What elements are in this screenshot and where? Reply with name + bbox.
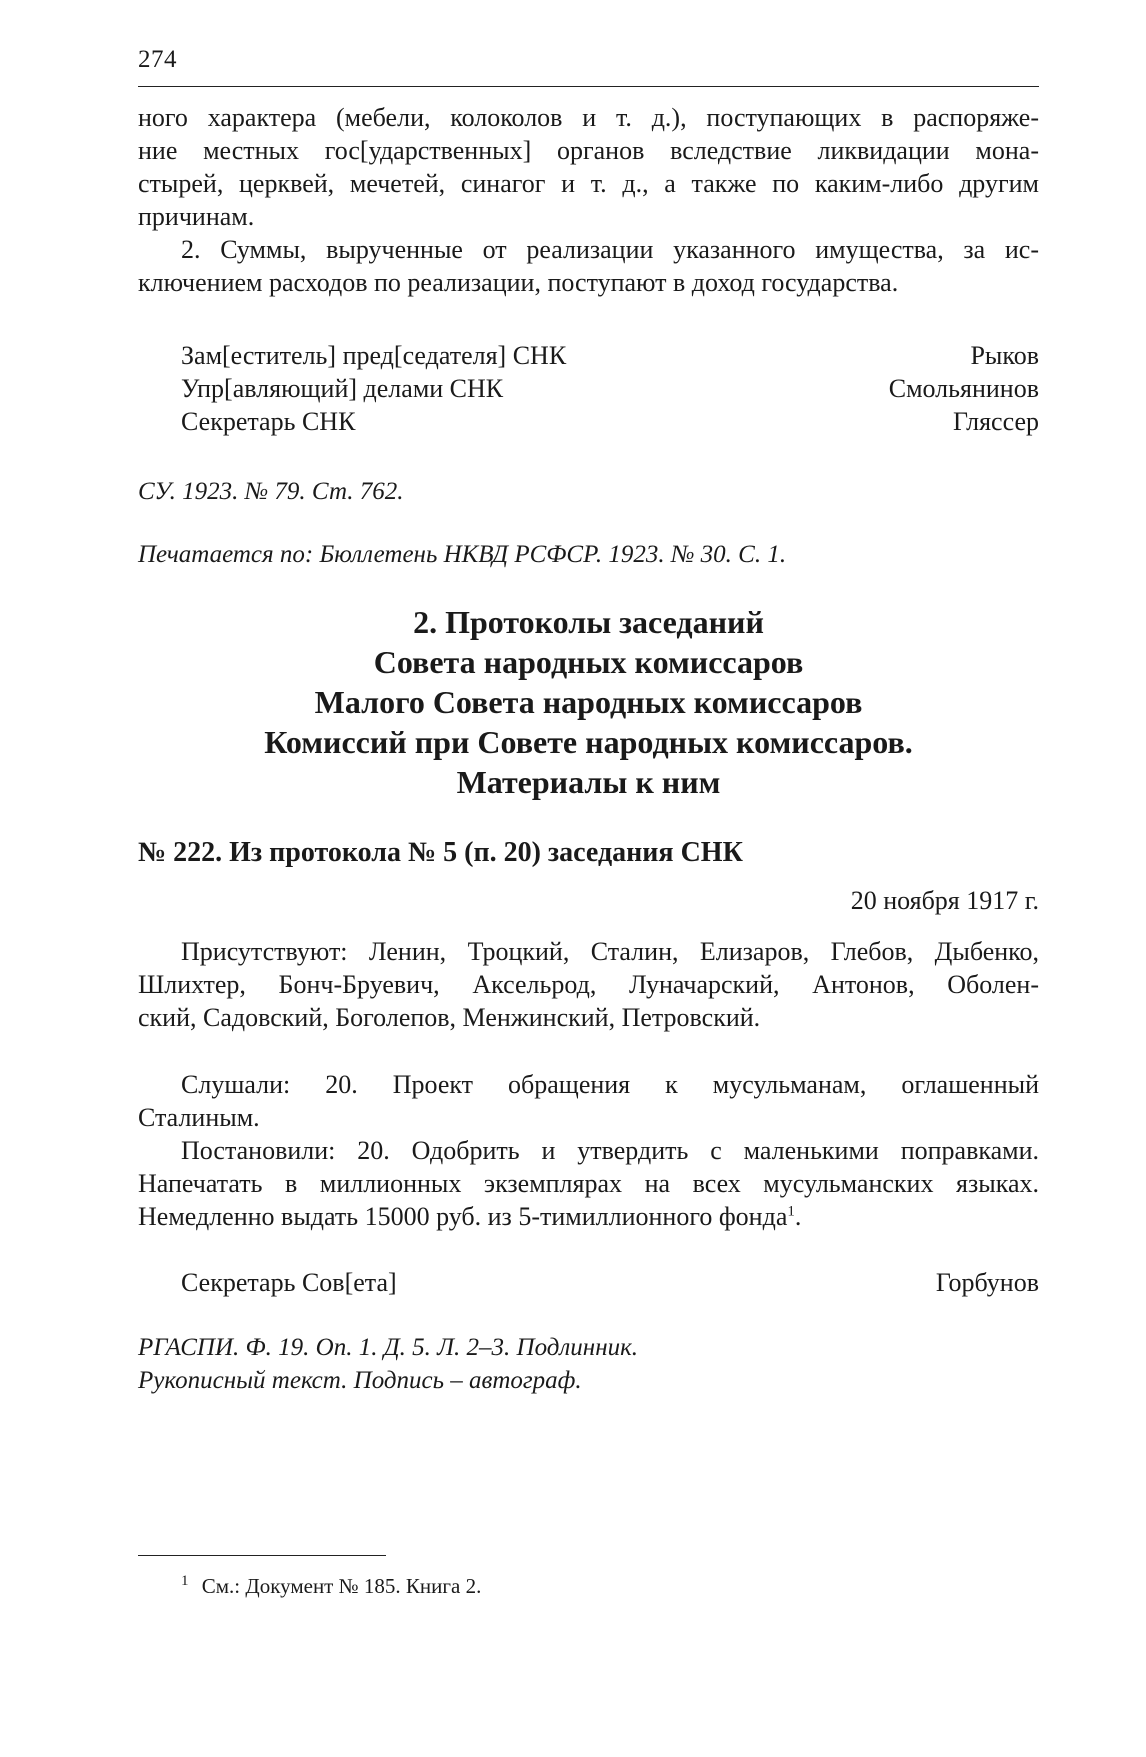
signature-row [181, 339, 1039, 372]
section-title-line: Комиссий при Совете народных комиссаров. [264, 724, 913, 760]
signature-name: Горбунов [935, 1268, 1039, 1297]
section-title-line: Совета народных комиссаров [373, 644, 804, 680]
archive-reference [138, 1331, 1039, 1397]
document-date: 20 ноября 1917 г. [850, 886, 1039, 915]
resolved-line-last [138, 1200, 1039, 1233]
section-title-line: 2. Протоколы заседаний [413, 604, 764, 640]
present-line: Присутствуют: Ленин, Троцкий, Сталин, Елизаров, Глебов, Дыбенко, [181, 937, 1039, 966]
intro-line: стырей, церквей, мечетей, синагог и т. д., а также по каким-либо другим [138, 169, 1039, 198]
document-heading: № 222. Из протокола № 5 (п. 20) заседания СНК [138, 837, 743, 868]
heard-line: Сталиным. [138, 1103, 260, 1132]
signature-position: Секретарь СНК [181, 407, 356, 436]
header-rule [138, 86, 1039, 87]
signature-row [181, 1266, 1039, 1299]
section-title [138, 602, 1039, 802]
page-number: 274 [138, 46, 177, 73]
intro-line: ние местных гос[ударственных] органов вследствие ликвидации мона- [138, 136, 1039, 165]
heard-line: Слушали: 20. Проект обращения к мусульманам, оглашенный [181, 1070, 1039, 1099]
footnote-rule [138, 1555, 386, 1556]
signature-position: Упр[авляющий] делами СНК [181, 374, 504, 403]
signatures-top [181, 339, 1039, 438]
signature-row [181, 405, 1039, 438]
intro-line: ного характера (мебели, колоколов и т. д.), поступающих в распоряже- [138, 103, 1039, 132]
intro-line: причинам. [138, 202, 255, 231]
section-title-line: Малого Совета народных комиссаров [314, 684, 863, 720]
signature-row [181, 372, 1039, 405]
intro-paragraph [138, 101, 1039, 299]
signature-name: Рыков [970, 341, 1039, 370]
present-paragraph [138, 935, 1039, 1034]
footnote [181, 1572, 481, 1600]
signature-position: Секретарь Сов[ета] [181, 1268, 397, 1297]
present-line: Шлихтер, Бонч-Бруевич, Аксельрод, Луначарский, Антонов, Оболен- [138, 970, 1039, 999]
footnote-marker: 1 [181, 1573, 189, 1589]
section-title-line: Материалы к ним [456, 764, 721, 800]
resolved-line: Напечатать в миллионных экземплярах на всех мусульманских языках. [138, 1169, 1039, 1198]
source-citation: СУ. 1923. № 79. Ст. 762. [138, 478, 404, 505]
source-printed-from: Печатается по: Бюллетень НКВД РСФСР. 1923. № 30. С. 1. [138, 541, 787, 568]
footnote-reference: 1 [787, 1203, 795, 1220]
archive-line: РГАСПИ. Ф. 19. Оп. 1. Д. 5. Л. 2–3. Подлинник. [138, 1334, 639, 1361]
signature-position: Зам[еститель] пред[седателя] СНК [181, 341, 567, 370]
footnote-text: См.: Документ № 185. Книга 2. [201, 1574, 482, 1598]
resolved-line: Постановили: 20. Одобрить и утвердить с маленькими поправками. [181, 1136, 1039, 1165]
point-2-line: 2. Суммы, вырученные от реализации указанного имущества, за ис- [181, 235, 1039, 264]
archive-line: Рукописный текст. Подпись – автограф. [138, 1367, 582, 1394]
point-2-line: ключением расходов по реализации, поступают в доход государства. [138, 268, 899, 297]
resolved-text: Немедленно выдать 15000 руб. из 5-тимиллионного фонда [138, 1202, 788, 1231]
signature-bottom [181, 1266, 1039, 1299]
resolved-end: . [794, 1202, 802, 1231]
signature-name: Гляссер [953, 407, 1039, 436]
minutes-paragraph [138, 1068, 1039, 1233]
present-line: ский, Садовский, Боголепов, Менжинский, Петровский. [138, 1003, 761, 1032]
signature-name: Смольянинов [888, 374, 1039, 403]
